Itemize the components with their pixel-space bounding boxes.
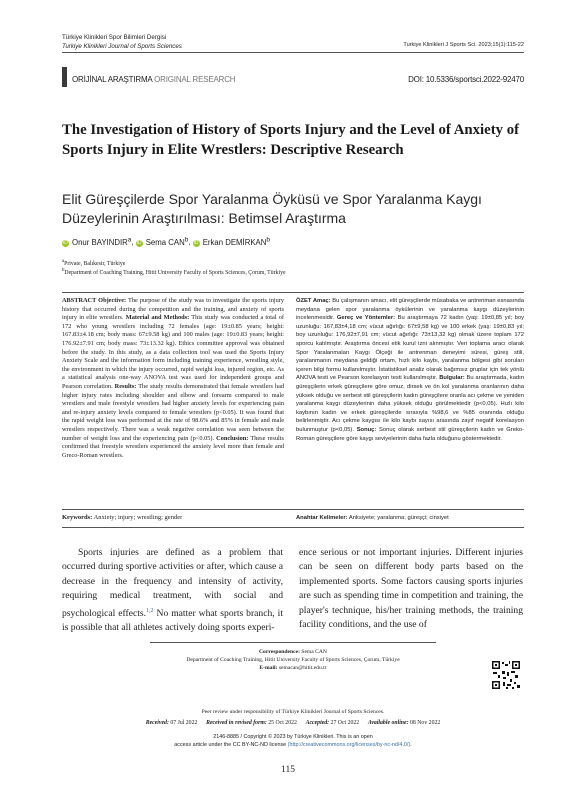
orcid-icon[interactable]: iD: [136, 239, 142, 246]
license-link[interactable]: (http://creativecommons.org/licenses/by-nc-nd/4.0/): [287, 742, 411, 748]
author-list: iD Onur BAYINDIR$^a$, iD Sema CAN$^b$, iD Erkan DEMİRKAN$^b$: [63, 236, 271, 247]
keywords-en: Keywords: Anxiety; injury; wrestling; gender: [62, 514, 183, 521]
article-subtitle-tr: Elit Güreşçilerde Spor Yaralanma Öyküsü ve Spor Yaralanma Kaygı Düzeylerinin Araştırılması: Betimsel Araştırma: [62, 191, 482, 226]
author-3[interactable]: iD Erkan DEMİRKAN$^b$: [193, 236, 271, 247]
footer-rule: [150, 642, 436, 643]
abstract-top-rule: [62, 292, 524, 293]
orcid-icon[interactable]: iD: [63, 239, 68, 246]
author-2[interactable]: iD Sema CAN$^b$: [136, 236, 189, 247]
page-number: 115: [281, 765, 295, 775]
type-bar: [62, 67, 67, 87]
body-column-left: Sports injuries are defined as a problem that occurred during sportive activities or after, which cause a decrease in the frequency and intensity of activity, requiring medical treatment, with social and psychological effects.$^{1,2}$ No matter what sports branch, it is possible that all athletes actively doing sports experi-: [62, 547, 283, 634]
citation: Turkiye Klinikleri J Sports Sci. 2023;15(1):115-22: [403, 42, 524, 48]
header-rule: [62, 52, 524, 53]
reference-link[interactable]: 1,2: [146, 607, 154, 614]
abstract-tr: ÖZET Amaç: Bu çalışmanın amacı, elit güreşçilerde müsabaka ve antrenman esnasında meydana gelen spor yaralanma öykülerinin ve yaralanma kaygı düzeylerinin incelenmesidir. Gereç ve Yöntemler: Bu araştırmaya 72 kadın (yaş: 19±0,85 yıl; boy uzunluğu: 167,83±4,18 cm; vücut ağırlığı: 67±9,58 kg) ve 100 erkek (yaş: 19±0,83 yıl; boy uzunluğu: 176,92±7,91 cm; vücut ağırlığı: 73±13,32 kg) olmak üzere toplam 172 sporcu katılmıştır. Araştırma öncesi etik kurul izni alınmıştır. Veri toplama aracı olarak Spor Yaralanmaları Kaygı Ölçeği ile antrenman deneyimi süresi, güreş stili, yaralanmanın meydana geldiği ortam, hızlı kilo kaybı, yaralanma bölgesi gibi soruları içeren bilgi formu kullanılmıştır. İstatistiksel analiz olarak bağımsız gruplar için tek yönlü ANOVA testi ve Pearson korelasyon testi kullanılmıştır. Bulgular: Bu araştırmada, kadın güreşçilerin erkek güreşçilere göre omuz, dirsek ve ön kol yaralanma oranlarının daha yüksek olduğu ve serbest stil güreşçilerin kadın güreşçilere oranla acı çekme ve yeniden yaralanma kaygı düzeylerinin daha yüksek olduğu görülmektedir (p<0,05). Hızlı kilo kaybının kadın ve erkek güreşçilerde sırasıyla %98,6 ve %85 oranında olduğu belirlenmiştir. Acı çekme kaygısı ile kilo kaybı sayısı arasında zayıf negatif korelasyon bulunmuştur (p<0,05). Sonuç: Sonuç olarak serbest stil güreşçilerin kadın ve Greko-Roman güreşçilere göre kaygı seviyelerinin daha fazla olduğunu göstermektedir.: [296, 298, 525, 442]
abstract-en: ABSTRACT Objective: The purpose of the study was to investigate the sports injury history that occurred during the competition and the training, and anxiety of sports injury in elite wrestlers. Material and Methods: This study was conducted a total of 172 who young wrestlers including 72 females (age: 19±0.85 years; height: 167.83±4.18 cm; body mass: 67±9.58 kg) and 100 males (age: 19±0.83 years; height: 176.92±7.91 cm; body mass: 73±13.32 kg). Ethics committee approval was obtained before the study. In this study, as a data collection tool was used the Sports Injury Anxiety Scale and the information form including training experience, wrestling style, the environment in which the injury occurred, rapid weight loss, injured region, etc. As a statistical analysis one-way ANOVA test was used for independent groups and Pearson correlation. Results: The study results demonstrated that female wrestlers had higher injury rates including shoulder and elbow and forearm compared to male wrestlers and male freestyle wrestlers had higher anxiety levels for experiencing pain and re-injury anxiety levels compared to female wrestlers (p<0.05). It was found that the rapid weight loss was performed at the rate of 98.6% and 85% in female and male wrestlers respectively. There was a weak negative correlation was seen between the number of weight loss and the experiencing pain (p<0.05). Conclusion: These results confirmed that freestyle wrestlers experienced the anxiety level more than female and Greco-Roman wrestlers.: [62, 297, 285, 459]
license: 2146-8885 / Copyright © 2023 by Türkiye Klinikleri. This is an open access article under the CC BY-NC-ND license (http://creativecommons.org/licenses/by-nc-nd/4.0/).: [174, 734, 412, 748]
article-type: ORİJİNAL ARAŞTIRMA ORIGINAL RESEARCH: [72, 75, 236, 84]
journal-header: [62, 33, 182, 51]
keywords-tr: Anahtar Kelimeler: Anksiyete; yaralanma; güreşçi; cinsiyet: [296, 515, 449, 521]
keywords-top-rule: [62, 509, 524, 510]
doi[interactable]: DOI: 10.5336/sportsci.2022-92470: [408, 75, 524, 84]
journal-name-tr: Türkiye Klinikleri Spor Bilimleri Dergisi: [62, 34, 167, 41]
journal-name-en: Turkiye Klinikleri Journal of Sports Sciences: [62, 43, 182, 50]
author-1[interactable]: iD Onur BAYINDIR$^a$: [63, 236, 132, 247]
affiliation-a: $^a$Private, Balıkesir, Türkiye: [62, 259, 126, 267]
publication-dates: Received: 07 Jul 2022 Received in revised form: 25 Oct 2022 Accepted: 27 Oct 2022 Available online: 08 Nov 2022: [145, 720, 441, 726]
orcid-icon[interactable]: iD: [193, 239, 199, 246]
body-column-right: ence serious or not important injuries. Different injuries can be seen on different body parts based on the implemented sports. Some factors causing sports injuries are such as spending time in competition and training, the player's technique, his/her training methods, the training facility conditions, and the use of: [299, 547, 523, 631]
email-link[interactable]: semacan@hitit.edu.tr: [277, 665, 327, 671]
keywords-bottom-rule: [62, 527, 524, 528]
correspondence: Correspondence: Sema CAN Department of Coaching Training, Hitit University Faculty of Sports Sciences, Çorum, Türkiye E-mail: semacan@hitit.edu.tr: [186, 649, 400, 671]
affiliation-b: $^b$Department of Coaching Training, Hitit University Faculty of Sports Sciences, Çorum, Türkiye: [62, 268, 286, 276]
qr-code-icon: [491, 660, 521, 690]
peer-review-note: Peer review under responsibility of Türkiye Klinikleri Journal of Sports Sciences.: [201, 709, 385, 715]
article-title: The Investigation of History of Sports Injury and the Level of Anxiety of Sports Injury in Elite Wrestlers: Descriptive Research: [62, 122, 520, 158]
